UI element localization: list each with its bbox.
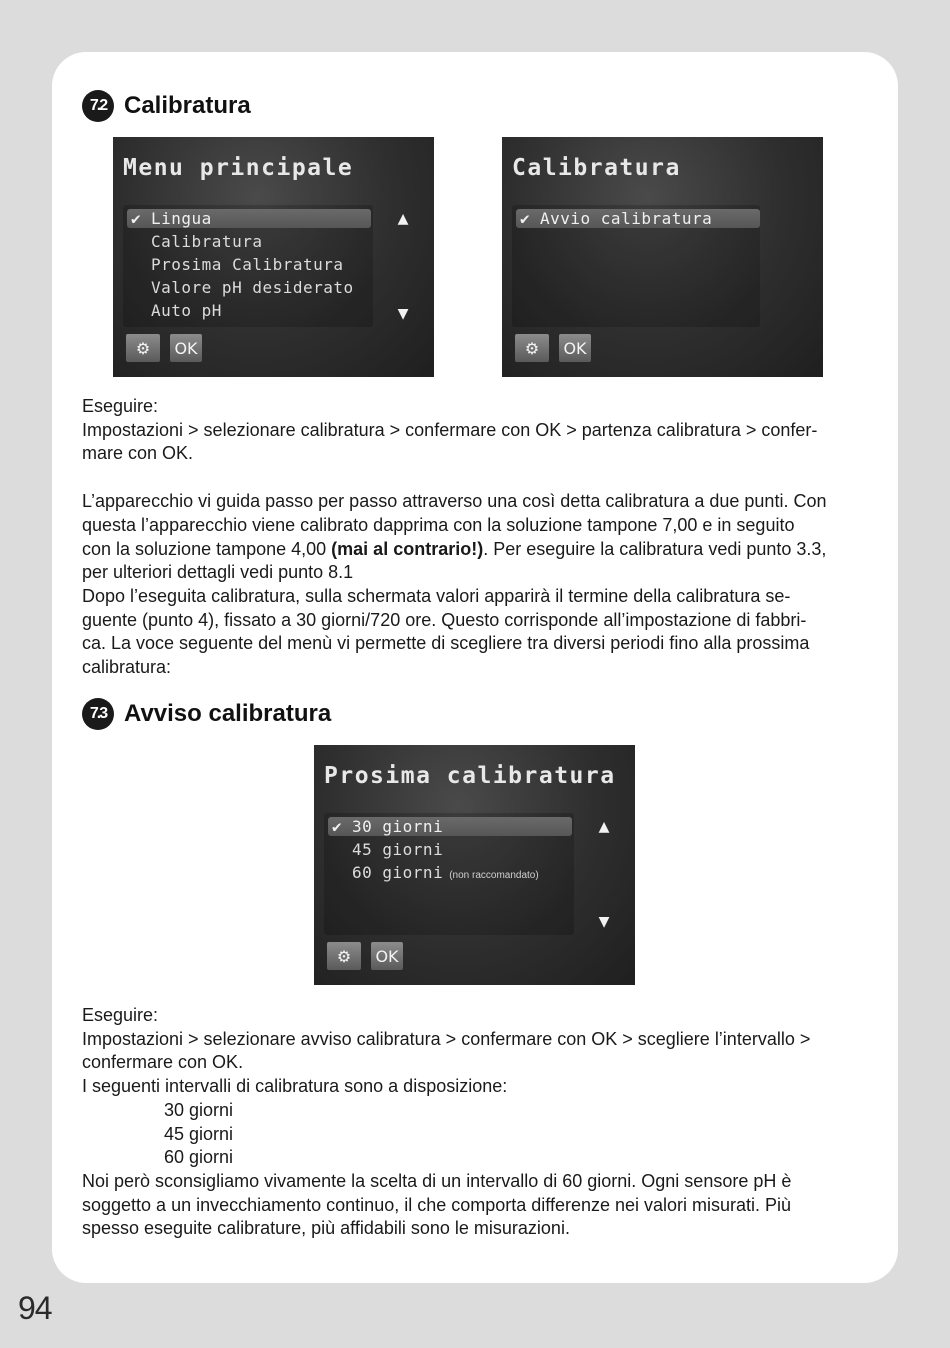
instruction-line: Impostazioni > selezionare avviso calibratura > confermare con OK > scegliere l’intervallo >: [82, 1028, 811, 1049]
body-line: questa l’apparecchio viene calibrato dapprima con la soluzione tampone 7,00 e in seguito: [82, 514, 795, 535]
settings-button[interactable]: [515, 334, 549, 362]
gear-icon: ⚙: [135, 338, 151, 358]
instruction-label: Eseguire:: [82, 1005, 159, 1025]
scroll-up-icon[interactable]: ▲: [598, 815, 610, 837]
not-recommended-note: (non raccomandato): [449, 870, 539, 881]
instruction-line: mare con OK.: [82, 443, 194, 464]
check-icon: ✔: [332, 817, 343, 836]
menu-item-lingua[interactable]: [127, 209, 371, 228]
settings-button[interactable]: [126, 334, 160, 362]
body-line: con la soluzione tampone 4,00 (mai al contrario!). Per eseguire la calibratura vedi punto 3.3,: [82, 538, 827, 559]
interval-item-60[interactable]: [352, 863, 539, 882]
screen-prosima-calibratura: [314, 745, 635, 985]
section-7-3-text: [82, 1004, 872, 1241]
screen-menu-principale: [113, 137, 434, 377]
ok-button[interactable]: OK: [170, 334, 202, 362]
body-line: calibratura:: [82, 657, 172, 678]
body-line: spesso eseguite calibrature, più affidabili sono le misurazioni.: [82, 1218, 570, 1239]
warning-emphasis: (mai al contrario!): [331, 538, 484, 559]
interval-label: 30 giorni: [352, 817, 444, 836]
interval-list: [324, 813, 574, 935]
body-line: ca. La voce seguente del menù vi permette di scegliere tra diversi periodi fino alla prossima: [82, 633, 810, 654]
gear-icon: ⚙: [336, 946, 352, 966]
menu-item-label: Avvio calibratura: [540, 209, 713, 228]
instruction-line: Impostazioni > selezionare calibratura > confermare con OK > partenza calibratura > confer-: [82, 419, 818, 440]
scroll-down-icon[interactable]: ▼: [598, 910, 610, 932]
section-7-2-text: [82, 395, 872, 680]
section-title: Avviso calibratura: [124, 700, 332, 727]
scroll-down-icon[interactable]: ▼: [397, 302, 409, 324]
interval-option: 60 giorni: [164, 1147, 234, 1168]
ok-button[interactable]: OK: [559, 334, 591, 362]
body-line: Noi però sconsigliamo vivamente la scelta di un intervallo di 60 giorni. Ogni sensore pH è: [82, 1170, 792, 1191]
calibration-list: [512, 205, 760, 327]
ok-button[interactable]: OK: [371, 942, 403, 970]
body-line: soggetto a un invecchiamento continuo, il che comporta differenze nei valori misurati. Più: [82, 1194, 792, 1215]
menu-list: [123, 205, 373, 327]
scroll-up-icon[interactable]: ▲: [397, 207, 409, 229]
screen-title: Calibratura: [512, 155, 681, 181]
body-line: per ulteriori dettagli vedi punto 8.1: [82, 562, 354, 583]
instruction-line: confermare con OK.: [82, 1052, 244, 1073]
screen-title: Prosima calibratura: [324, 763, 616, 789]
screen-title: Menu principale: [123, 155, 354, 181]
menu-item-label: Lingua: [151, 209, 212, 228]
interval-option: 45 giorni: [164, 1123, 234, 1144]
menu-item-calibratura[interactable]: Calibratura: [151, 232, 263, 251]
section-heading-7-2: [82, 90, 251, 122]
interval-option: 30 giorni: [164, 1099, 234, 1120]
body-line: I seguenti intervalli di calibratura sono a disposizione:: [82, 1076, 508, 1097]
section-heading-7-3: [82, 698, 331, 730]
check-icon: ✔: [131, 209, 142, 228]
interval-label: 60 giorni: [352, 863, 444, 882]
check-icon: ✔: [520, 209, 531, 228]
body-line: L’apparecchio vi guida passo per passo attraverso una così detta calibratura a due punti. Con: [82, 491, 827, 512]
menu-item-avvio-calibratura[interactable]: [516, 209, 760, 228]
interval-item-45[interactable]: 45 giorni: [352, 840, 444, 859]
menu-item-auto-ph[interactable]: Auto pH: [151, 301, 222, 320]
settings-button[interactable]: [327, 942, 361, 970]
body-line: Dopo l’eseguita calibratura, sulla schermata valori apparirà il termine della calibratura se-: [82, 585, 791, 606]
menu-item-valore-ph[interactable]: Valore pH desiderato: [151, 278, 354, 297]
instruction-label: Eseguire:: [82, 396, 159, 416]
section-number-badge: 7.3: [82, 698, 114, 730]
menu-item-prosima-calibratura[interactable]: Prosima Calibratura: [151, 255, 344, 274]
screen-calibratura: [502, 137, 823, 377]
gear-icon: ⚙: [524, 338, 540, 358]
page-number: 94: [18, 1290, 52, 1326]
interval-item-30[interactable]: [328, 817, 572, 836]
section-title: Calibratura: [124, 92, 251, 119]
section-number-badge: 7.2: [82, 90, 114, 122]
body-line: guente (punto 4), fissato a 30 giorni/720 ore. Questo corrisponde all’impostazione di fabbri-: [82, 609, 807, 630]
